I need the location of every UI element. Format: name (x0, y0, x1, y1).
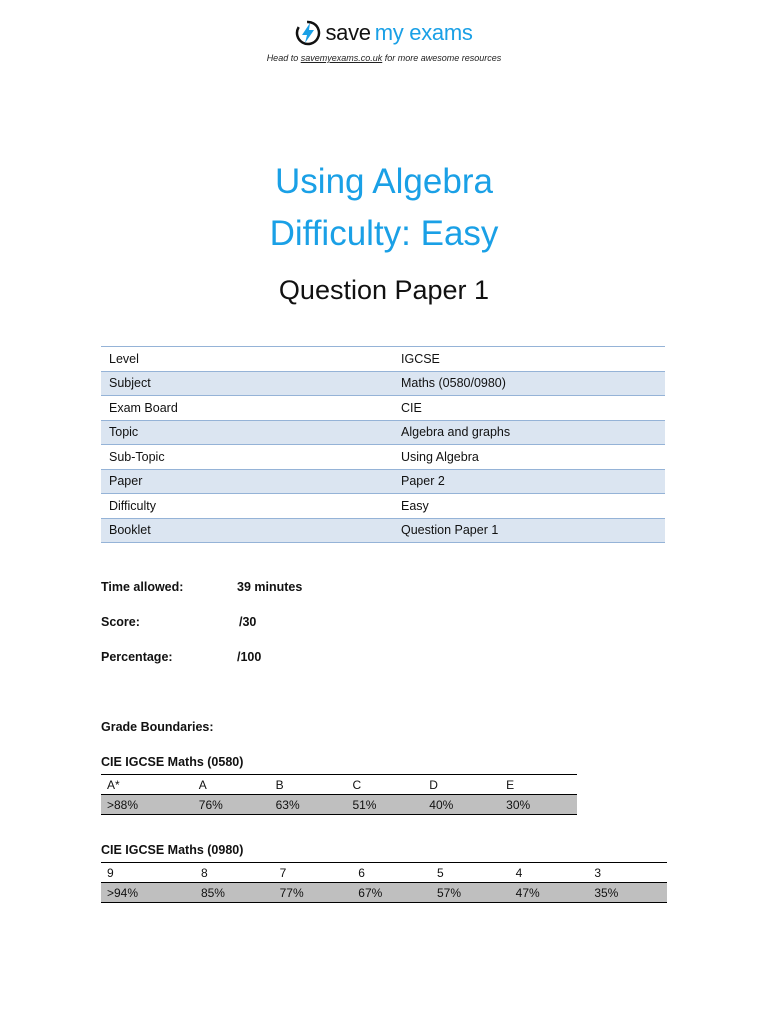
info-label: Topic (101, 420, 391, 445)
score (101, 615, 257, 629)
percent-row (101, 795, 577, 815)
percentage-label: Percentage: (101, 650, 173, 664)
grade-cell: C (346, 775, 423, 795)
brand-name-part2: my exams (374, 20, 473, 45)
info-row (101, 445, 665, 470)
title-line-2: Difficulty: Easy (269, 214, 499, 253)
score-value: /30 (239, 615, 257, 629)
grade-cell: 3 (588, 863, 667, 883)
percent-cell: >94% (101, 883, 195, 903)
grade-row (101, 863, 667, 883)
percent-cell: 63% (270, 795, 347, 815)
percent-cell: 51% (346, 795, 423, 815)
percent-row (101, 883, 667, 903)
percent-cell: 40% (423, 795, 500, 815)
subtitle: Question Paper 1 (278, 275, 490, 305)
brand-logo (295, 20, 472, 46)
info-label: Booklet (101, 518, 391, 543)
grade-table-0980 (101, 862, 667, 903)
percent-cell: >88% (101, 795, 193, 815)
percentage-value: /100 (237, 650, 262, 664)
info-row (101, 347, 665, 372)
info-row (101, 518, 665, 543)
info-value: CIE (391, 396, 665, 421)
grade-table-title-0980: CIE IGCSE Maths (0980) (101, 843, 244, 857)
grade-table-title-0580: CIE IGCSE Maths (0580) (101, 755, 244, 769)
percent-cell: 57% (431, 883, 510, 903)
grade-cell: 9 (101, 863, 195, 883)
info-value: Algebra and graphs (391, 420, 665, 445)
time-allowed-value: 39 minutes (237, 580, 303, 594)
info-value: Easy (391, 494, 665, 519)
grade-row (101, 775, 577, 795)
info-value: Paper 2 (391, 469, 665, 494)
info-row (101, 396, 665, 421)
percent-cell: 35% (588, 883, 667, 903)
grade-boundaries-heading: Grade Boundaries: (101, 720, 214, 734)
grade-cell: 6 (352, 863, 431, 883)
time-allowed-label: Time allowed: (101, 580, 184, 594)
grade-cell: 4 (510, 863, 589, 883)
info-label: Paper (101, 469, 391, 494)
info-row (101, 371, 665, 396)
percent-cell: 85% (195, 883, 274, 903)
info-label: Exam Board (101, 396, 391, 421)
grade-cell: A (193, 775, 270, 795)
grade-table-0580 (101, 774, 577, 815)
info-label: Sub-Topic (101, 445, 391, 470)
percent-cell: 76% (193, 795, 270, 815)
tagline (0, 53, 768, 63)
percent-cell: 77% (274, 883, 353, 903)
title-line-1: Using Algebra (275, 162, 493, 201)
tagline-prefix: Head to (266, 53, 301, 63)
info-value: Question Paper 1 (391, 518, 665, 543)
header-logo (0, 20, 768, 63)
info-label: Difficulty (101, 494, 391, 519)
percent-cell: 30% (500, 795, 577, 815)
percentage (101, 650, 262, 664)
tagline-link[interactable]: savemyexams.co.uk (300, 53, 383, 63)
time-allowed (101, 580, 303, 594)
info-row (101, 469, 665, 494)
grade-cell: 7 (274, 863, 353, 883)
info-row (101, 494, 665, 519)
lightning-bolt-circle-icon (295, 20, 321, 46)
percent-cell: 67% (352, 883, 431, 903)
grade-cell: B (270, 775, 347, 795)
grade-cell: 5 (431, 863, 510, 883)
info-table (101, 346, 665, 543)
grade-cell: E (500, 775, 577, 795)
brand-name-part1: save (325, 20, 371, 45)
grade-cell: A* (101, 775, 193, 795)
info-value: Maths (0580/0980) (391, 371, 665, 396)
tagline-suffix: for more awesome resources (382, 53, 502, 63)
info-label: Subject (101, 371, 391, 396)
info-row (101, 420, 665, 445)
percent-cell: 47% (510, 883, 589, 903)
info-value: Using Algebra (391, 445, 665, 470)
score-label: Score: (101, 615, 140, 629)
grade-cell: 8 (195, 863, 274, 883)
info-label: Level (101, 347, 391, 372)
grade-cell: D (423, 775, 500, 795)
info-value: IGCSE (391, 347, 665, 372)
